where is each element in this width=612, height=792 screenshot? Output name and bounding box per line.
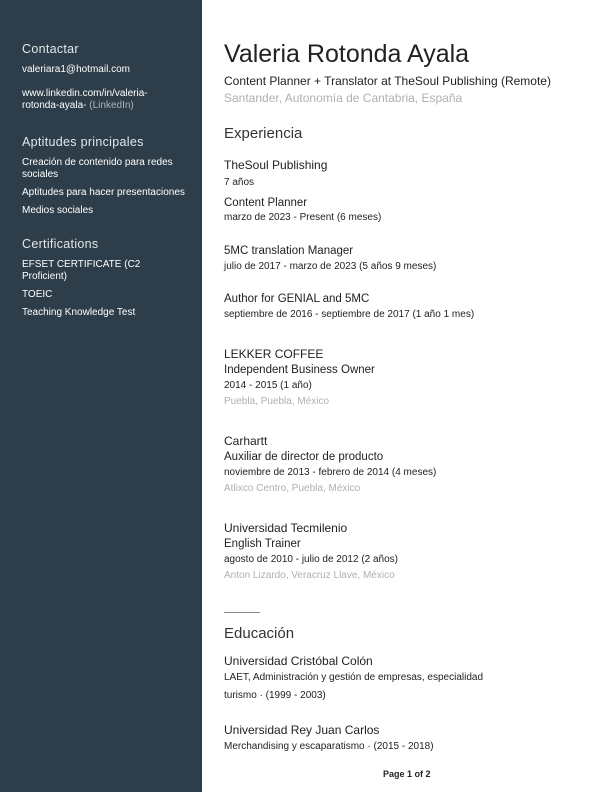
section-divider bbox=[224, 612, 260, 613]
sidebar bbox=[0, 0, 202, 792]
experience-heading: Experiencia bbox=[224, 125, 303, 142]
company-name: TheSoul Publishing bbox=[224, 158, 328, 172]
job-location: Atlixco Centro, Puebla, México bbox=[224, 483, 361, 494]
degree: Merchandising y escaparatismo · (2015 - 2018) bbox=[224, 741, 434, 752]
contact-heading: Contactar bbox=[22, 42, 79, 56]
company-name: LEKKER COFFEE bbox=[224, 347, 324, 361]
linkedin-label: (LinkedIn) bbox=[89, 100, 134, 111]
role-dates: noviembre de 2013 - febrero de 2014 (4 meses) bbox=[224, 467, 437, 478]
cert-item: Teaching Knowledge Test bbox=[22, 307, 136, 318]
degree-dates: turismo · (1999 - 2003) bbox=[224, 690, 326, 701]
headline: Content Planner + Translator at TheSoul Publishing (Remote) bbox=[224, 74, 551, 88]
company-duration: 7 años bbox=[224, 177, 255, 188]
page-number: Page 1 of 2 bbox=[383, 769, 431, 779]
role-title: 5MC translation Manager bbox=[224, 245, 354, 257]
linkedin-link[interactable] bbox=[22, 88, 172, 112]
certifications-heading: Certifications bbox=[22, 237, 99, 251]
role-dates: 2014 - 2015 (1 año) bbox=[224, 380, 312, 391]
skills-heading: Aptitudes principales bbox=[22, 135, 144, 149]
cert-item: EFSET CERTIFICATE (C2 Proficient) bbox=[22, 259, 141, 282]
role-dates: agosto de 2010 - julio de 2012 (2 años) bbox=[224, 554, 399, 565]
person-name: Valeria Rotonda Ayala bbox=[224, 40, 470, 68]
linkedin-url[interactable]: www.linkedin.com/in/valeria-rotonda-ayala- bbox=[22, 88, 148, 111]
email-link[interactable]: valeriara1@hotmail.com bbox=[22, 64, 130, 75]
education-heading: Educación bbox=[224, 625, 295, 642]
role-title: Independent Business Owner bbox=[224, 364, 375, 376]
company-name: Universidad Tecmilenio bbox=[224, 521, 348, 535]
role-title: Author for GENIAL and 5MC bbox=[224, 293, 370, 305]
skill-item: Creación de contenido para redes sociales bbox=[22, 157, 173, 180]
role-dates: julio de 2017 - marzo de 2023 (5 años 9 meses) bbox=[224, 261, 437, 272]
role-title: Content Planner bbox=[224, 197, 308, 209]
location: Santander, Autonomía de Cantabria, España bbox=[224, 91, 463, 105]
degree: LAET, Administración y gestión de empresas, especialidad bbox=[224, 672, 484, 683]
cert-item: TOEIC bbox=[22, 289, 53, 300]
role-title: English Trainer bbox=[224, 538, 301, 550]
company-name: Carhartt bbox=[224, 434, 268, 448]
role-dates: marzo de 2023 - Present (6 meses) bbox=[224, 212, 382, 223]
role-title: Auxiliar de director de producto bbox=[224, 451, 384, 463]
job-location: Puebla, Puebla, México bbox=[224, 396, 330, 407]
role-dates: septiembre de 2016 - septiembre de 2017 (1 año 1 mes) bbox=[224, 309, 475, 320]
job-location: Anton Lizardo, Veracruz Llave, México bbox=[224, 570, 395, 581]
skill-item: Aptitudes para hacer presentaciones bbox=[22, 187, 185, 198]
school-name: Universidad Cristóbal Colón bbox=[224, 654, 373, 668]
school-name: Universidad Rey Juan Carlos bbox=[224, 723, 380, 737]
skill-item: Medios sociales bbox=[22, 205, 94, 216]
